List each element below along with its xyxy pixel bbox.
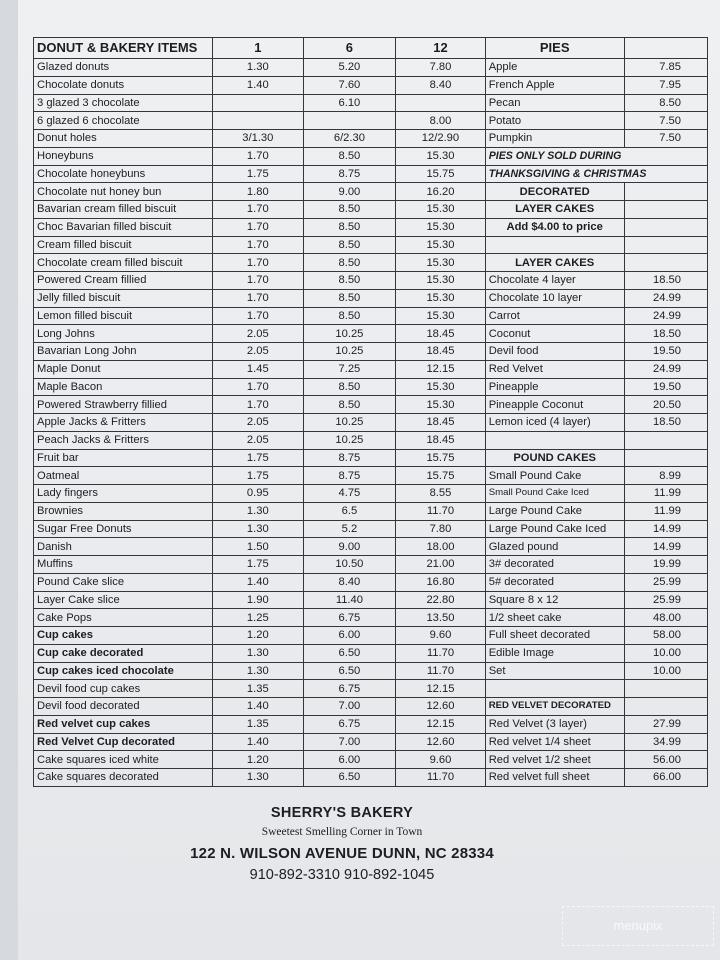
right-item-cell: RED VELVET DECORATED: [485, 698, 624, 716]
price-12-cell: 11.70: [396, 662, 486, 680]
price-12-cell: 15.75: [396, 449, 486, 467]
price-1-cell: 1.70: [213, 307, 304, 325]
item-name-cell: Choc Bavarian filled biscuit: [34, 218, 213, 236]
right-item-cell: Red velvet 1/4 sheet: [485, 733, 624, 751]
item-name-cell: Apple Jacks & Fritters: [34, 414, 213, 432]
price-6-cell: 8.50: [303, 289, 396, 307]
right-item-cell: Add $4.00 to price: [485, 218, 624, 236]
right-price-cell: 14.99: [624, 538, 707, 556]
price-6-cell: 8.50: [303, 236, 396, 254]
item-name-cell: Fruit bar: [34, 449, 213, 467]
qty-1-column-header: 1: [213, 38, 304, 59]
right-price-cell: 8.50: [624, 94, 707, 112]
price-6-cell: 8.50: [303, 201, 396, 219]
item-name-cell: Muffins: [34, 556, 213, 574]
price-6-cell: 6.5: [303, 502, 396, 520]
price-6-cell: 8.75: [303, 467, 396, 485]
right-item-cell: POUND CAKES: [485, 449, 624, 467]
table-row: [34, 485, 708, 503]
price-12-cell: 15.30: [396, 218, 486, 236]
right-item-cell: Pecan: [485, 94, 624, 112]
table-row: [34, 502, 708, 520]
item-name-cell: 6 glazed 6 chocolate: [34, 112, 213, 130]
table-row: [34, 662, 708, 680]
item-name-cell: Powered Cream fillied: [34, 272, 213, 290]
item-name-cell: Lemon filled biscuit: [34, 307, 213, 325]
right-item-cell: Red velvet 1/2 sheet: [485, 751, 624, 769]
right-price-cell: [624, 236, 707, 254]
table-row: [34, 431, 708, 449]
price-1-cell: 3/1.30: [213, 130, 304, 148]
item-name-cell: Red velvet cup cakes: [34, 715, 213, 733]
price-12-cell: 16.80: [396, 573, 486, 591]
right-price-cell: [624, 201, 707, 219]
price-1-cell: 1.70: [213, 218, 304, 236]
bakery-phone-numbers: 910-892-3310 910-892-1045: [249, 867, 435, 883]
item-name-cell: 3 glazed 3 chocolate: [34, 94, 213, 112]
right-price-cell: 19.50: [624, 343, 707, 361]
item-name-cell: Lady fingers: [34, 485, 213, 503]
price-12-cell: 16.20: [396, 183, 486, 201]
item-name-cell: Cream filled biscuit: [34, 236, 213, 254]
price-6-cell: 8.75: [303, 165, 396, 183]
right-item-cell: Chocolate 4 layer: [485, 272, 624, 290]
price-1-cell: 1.40: [213, 698, 304, 716]
price-12-cell: 12.60: [396, 698, 486, 716]
price-1-cell: 1.30: [213, 769, 304, 787]
price-12-cell: 7.80: [396, 59, 486, 77]
price-1-cell: 1.70: [213, 236, 304, 254]
price-1-cell: 1.70: [213, 201, 304, 219]
item-name-cell: Layer Cake slice: [34, 591, 213, 609]
price-6-cell: 10.50: [303, 556, 396, 574]
price-1-cell: 1.45: [213, 360, 304, 378]
table-row: [34, 698, 708, 716]
price-1-cell: 2.05: [213, 414, 304, 432]
right-price-cell: [624, 449, 707, 467]
qty-6-column-header: 6: [303, 38, 396, 59]
item-name-cell: Pound Cake slice: [34, 573, 213, 591]
price-12-cell: 8.55: [396, 485, 486, 503]
table-header-row: [34, 38, 708, 59]
right-price-cell: 18.50: [624, 325, 707, 343]
bakery-tagline: Sweetest Smelling Corner in Town: [261, 826, 423, 838]
price-1-cell: 1.75: [213, 165, 304, 183]
price-1-cell: 1.40: [213, 76, 304, 94]
table-row: [34, 556, 708, 574]
table-row: [34, 715, 708, 733]
right-price-cell: 8.99: [624, 467, 707, 485]
table-row: [34, 112, 708, 130]
price-12-cell: 11.70: [396, 769, 486, 787]
price-6-cell: 10.25: [303, 431, 396, 449]
price-12-cell: 15.30: [396, 378, 486, 396]
right-item-cell: Pineapple Coconut: [485, 396, 624, 414]
price-12-cell: 15.75: [396, 165, 486, 183]
price-6-cell: [303, 112, 396, 130]
right-item-cell: Square 8 x 12: [485, 591, 624, 609]
price-1-cell: 1.35: [213, 715, 304, 733]
right-price-cell: 11.99: [624, 502, 707, 520]
right-item-cell: Potato: [485, 112, 624, 130]
item-name-cell: Powered Strawberry fillied: [34, 396, 213, 414]
right-item-cell: DECORATED: [485, 183, 624, 201]
price-1-cell: 1.40: [213, 573, 304, 591]
price-1-cell: 1.30: [213, 662, 304, 680]
price-6-cell: 11.40: [303, 591, 396, 609]
price-6-cell: 5.2: [303, 520, 396, 538]
right-item-cell: Large Pound Cake Iced: [485, 520, 624, 538]
table-row: [34, 289, 708, 307]
price-6-cell: 8.50: [303, 272, 396, 290]
right-item-cell: Small Pound Cake: [485, 467, 624, 485]
table-row: [34, 165, 708, 183]
price-1-cell: 1.70: [213, 147, 304, 165]
table-row: [34, 130, 708, 148]
table-row: [34, 538, 708, 556]
right-price-cell: 34.99: [624, 733, 707, 751]
right-item-cell: LAYER CAKES: [485, 254, 624, 272]
item-name-cell: Honeybuns: [34, 147, 213, 165]
price-12-cell: 22.80: [396, 591, 486, 609]
price-12-cell: 12/2.90: [396, 130, 486, 148]
right-price-cell: [624, 218, 707, 236]
price-1-cell: 1.20: [213, 751, 304, 769]
item-name-cell: Maple Donut: [34, 360, 213, 378]
item-name-cell: Cup cakes: [34, 627, 213, 645]
price-6-cell: 8.50: [303, 147, 396, 165]
right-item-cell: Large Pound Cake: [485, 502, 624, 520]
price-1-cell: 1.70: [213, 378, 304, 396]
price-1-cell: 1.75: [213, 449, 304, 467]
item-name-cell: Chocolate donuts: [34, 76, 213, 94]
price-6-cell: 7.00: [303, 698, 396, 716]
right-price-cell: [624, 183, 707, 201]
price-12-cell: 21.00: [396, 556, 486, 574]
price-12-cell: 11.70: [396, 502, 486, 520]
item-name-cell: Red Velvet Cup decorated: [34, 733, 213, 751]
right-price-cell: 7.50: [624, 112, 707, 130]
table-row: [34, 751, 708, 769]
right-price-cell: 19.50: [624, 378, 707, 396]
table-row: [34, 360, 708, 378]
right-item-cell: Small Pound Cake Iced: [485, 485, 624, 503]
menu-sheet: [18, 0, 720, 960]
menupix-watermark: menupix: [562, 906, 714, 946]
item-name-cell: Glazed donuts: [34, 59, 213, 77]
table-row: [34, 396, 708, 414]
item-name-cell: Sugar Free Donuts: [34, 520, 213, 538]
item-name-cell: Chocolate nut honey bun: [34, 183, 213, 201]
price-6-cell: 8.50: [303, 307, 396, 325]
price-12-cell: 18.45: [396, 325, 486, 343]
table-row: [34, 414, 708, 432]
price-1-cell: 1.30: [213, 59, 304, 77]
price-12-cell: 18.45: [396, 431, 486, 449]
price-1-cell: 1.70: [213, 396, 304, 414]
item-name-cell: Bavarian Long John: [34, 343, 213, 361]
table-row: [34, 325, 708, 343]
right-price-cell: 56.00: [624, 751, 707, 769]
right-price-cell: 18.50: [624, 414, 707, 432]
table-row: [34, 573, 708, 591]
bakery-address: 122 N. WILSON AVENUE DUNN, NC 28334: [190, 845, 494, 862]
price-12-cell: 13.50: [396, 609, 486, 627]
right-price-cell: 24.99: [624, 360, 707, 378]
right-item-cell: Set: [485, 662, 624, 680]
pies-price-column-header: [624, 38, 707, 59]
price-6-cell: 8.50: [303, 254, 396, 272]
price-1-cell: [213, 112, 304, 130]
price-12-cell: 15.30: [396, 396, 486, 414]
bakery-name: SHERRY'S BAKERY: [270, 805, 414, 821]
right-price-cell: 25.99: [624, 573, 707, 591]
table-row: [34, 201, 708, 219]
item-name-cell: Devil food cup cakes: [34, 680, 213, 698]
price-1-cell: 1.90: [213, 591, 304, 609]
price-12-cell: [396, 94, 486, 112]
price-6-cell: 6.50: [303, 769, 396, 787]
right-item-cell: Pineapple: [485, 378, 624, 396]
price-table: [33, 37, 708, 787]
price-12-cell: 15.30: [396, 147, 486, 165]
price-6-cell: 5.20: [303, 59, 396, 77]
right-item-cell: Red Velvet (3 layer): [485, 715, 624, 733]
price-6-cell: 10.25: [303, 343, 396, 361]
price-1-cell: 1.40: [213, 733, 304, 751]
price-6-cell: 7.25: [303, 360, 396, 378]
price-12-cell: 18.00: [396, 538, 486, 556]
right-price-cell: [624, 254, 707, 272]
table-row: [34, 627, 708, 645]
item-name-cell: Oatmeal: [34, 467, 213, 485]
right-item-cell: Carrot: [485, 307, 624, 325]
right-item-cell: LAYER CAKES: [485, 201, 624, 219]
price-12-cell: 15.30: [396, 236, 486, 254]
table-row: [34, 520, 708, 538]
right-item-cell: Chocolate 10 layer: [485, 289, 624, 307]
right-item-cell: Glazed pound: [485, 538, 624, 556]
right-item-cell: Coconut: [485, 325, 624, 343]
table-row: [34, 733, 708, 751]
right-price-cell: 7.50: [624, 130, 707, 148]
right-item-cell: Full sheet decorated: [485, 627, 624, 645]
price-12-cell: 15.30: [396, 307, 486, 325]
table-row: [34, 449, 708, 467]
item-name-cell: Cake squares iced white: [34, 751, 213, 769]
table-row: [34, 644, 708, 662]
price-6-cell: 6/2.30: [303, 130, 396, 148]
right-item-cell: Red velvet full sheet: [485, 769, 624, 787]
right-price-cell: 14.99: [624, 520, 707, 538]
table-row: [34, 343, 708, 361]
price-12-cell: 12.15: [396, 715, 486, 733]
right-price-cell: 18.50: [624, 272, 707, 290]
table-row: [34, 591, 708, 609]
price-12-cell: 9.60: [396, 751, 486, 769]
price-6-cell: 9.00: [303, 183, 396, 201]
item-name-cell: Peach Jacks & Fritters: [34, 431, 213, 449]
price-12-cell: 18.45: [396, 414, 486, 432]
price-1-cell: 1.30: [213, 502, 304, 520]
price-1-cell: 1.50: [213, 538, 304, 556]
right-item-cell: Edible Image: [485, 644, 624, 662]
right-price-cell: 7.85: [624, 59, 707, 77]
price-1-cell: 1.25: [213, 609, 304, 627]
price-1-cell: 0.95: [213, 485, 304, 503]
price-6-cell: 8.50: [303, 378, 396, 396]
price-1-cell: 1.80: [213, 183, 304, 201]
right-price-cell: 19.99: [624, 556, 707, 574]
right-item-cell: PIES ONLY SOLD DURING: [485, 147, 707, 165]
item-name-cell: Devil food decorated: [34, 698, 213, 716]
right-item-cell: French Apple: [485, 76, 624, 94]
item-name-cell: Brownies: [34, 502, 213, 520]
price-1-cell: 2.05: [213, 343, 304, 361]
right-item-cell: 1/2 sheet cake: [485, 609, 624, 627]
price-1-cell: 1.30: [213, 520, 304, 538]
price-6-cell: 8.40: [303, 573, 396, 591]
price-12-cell: 18.45: [396, 343, 486, 361]
right-price-cell: 66.00: [624, 769, 707, 787]
right-price-cell: 48.00: [624, 609, 707, 627]
pies-column-header: PIES: [485, 38, 624, 59]
right-item-cell: Devil food: [485, 343, 624, 361]
item-name-cell: Chocolate honeybuns: [34, 165, 213, 183]
price-1-cell: 1.70: [213, 254, 304, 272]
price-6-cell: 8.75: [303, 449, 396, 467]
right-item-cell: [485, 680, 624, 698]
right-price-cell: [624, 431, 707, 449]
right-price-cell: [624, 698, 707, 716]
right-item-cell: Red Velvet: [485, 360, 624, 378]
price-12-cell: 12.15: [396, 680, 486, 698]
right-item-cell: THANKSGIVING & CHRISTMAS: [485, 165, 707, 183]
right-item-cell: Lemon iced (4 layer): [485, 414, 624, 432]
item-name-cell: Cup cake decorated: [34, 644, 213, 662]
table-row: [34, 94, 708, 112]
price-1-cell: 1.75: [213, 467, 304, 485]
right-item-cell: 3# decorated: [485, 556, 624, 574]
table-row: [34, 307, 708, 325]
price-6-cell: 6.00: [303, 627, 396, 645]
price-6-cell: 8.50: [303, 396, 396, 414]
price-6-cell: 6.50: [303, 644, 396, 662]
price-12-cell: 11.70: [396, 644, 486, 662]
price-6-cell: 4.75: [303, 485, 396, 503]
price-1-cell: 1.75: [213, 556, 304, 574]
right-item-cell: 5# decorated: [485, 573, 624, 591]
right-price-cell: 24.99: [624, 289, 707, 307]
price-12-cell: 15.30: [396, 201, 486, 219]
right-item-cell: Apple: [485, 59, 624, 77]
price-1-cell: 1.30: [213, 644, 304, 662]
price-6-cell: 6.50: [303, 662, 396, 680]
table-row: [34, 76, 708, 94]
table-row: [34, 218, 708, 236]
price-6-cell: 10.25: [303, 325, 396, 343]
item-name-cell: Chocolate cream filled biscuit: [34, 254, 213, 272]
price-1-cell: 2.05: [213, 325, 304, 343]
qty-12-column-header: 12: [396, 38, 486, 59]
price-6-cell: 7.60: [303, 76, 396, 94]
price-6-cell: 8.50: [303, 218, 396, 236]
right-item-cell: Pumpkin: [485, 130, 624, 148]
right-price-cell: 25.99: [624, 591, 707, 609]
price-12-cell: 7.80: [396, 520, 486, 538]
price-6-cell: 6.75: [303, 680, 396, 698]
price-12-cell: 15.30: [396, 254, 486, 272]
table-row: [34, 680, 708, 698]
table-row: [34, 769, 708, 787]
price-1-cell: 2.05: [213, 431, 304, 449]
right-item-cell: [485, 431, 624, 449]
right-price-cell: [624, 680, 707, 698]
right-price-cell: 10.00: [624, 662, 707, 680]
item-name-cell: Bavarian cream filled biscuit: [34, 201, 213, 219]
item-name-cell: Jelly filled biscuit: [34, 289, 213, 307]
price-6-cell: 6.10: [303, 94, 396, 112]
price-1-cell: [213, 94, 304, 112]
table-row: [34, 236, 708, 254]
price-6-cell: 7.00: [303, 733, 396, 751]
price-12-cell: 12.60: [396, 733, 486, 751]
right-price-cell: 10.00: [624, 644, 707, 662]
right-price-cell: 11.99: [624, 485, 707, 503]
right-price-cell: 7.95: [624, 76, 707, 94]
table-row: [34, 254, 708, 272]
table-row: [34, 467, 708, 485]
price-12-cell: 15.75: [396, 467, 486, 485]
price-6-cell: 10.25: [303, 414, 396, 432]
item-name-cell: Danish: [34, 538, 213, 556]
items-column-header: DONUT & BAKERY ITEMS: [34, 38, 213, 59]
price-12-cell: 8.00: [396, 112, 486, 130]
price-1-cell: 1.35: [213, 680, 304, 698]
table-row: [34, 183, 708, 201]
right-item-cell: [485, 236, 624, 254]
item-name-cell: Cup cakes iced chocolate: [34, 662, 213, 680]
right-price-cell: 24.99: [624, 307, 707, 325]
price-12-cell: 8.40: [396, 76, 486, 94]
price-1-cell: 1.70: [213, 272, 304, 290]
price-12-cell: 12.15: [396, 360, 486, 378]
price-12-cell: 15.30: [396, 289, 486, 307]
right-price-cell: 27.99: [624, 715, 707, 733]
right-price-cell: 58.00: [624, 627, 707, 645]
table-row: [34, 147, 708, 165]
price-6-cell: 9.00: [303, 538, 396, 556]
item-name-cell: Long Johns: [34, 325, 213, 343]
price-6-cell: 6.75: [303, 609, 396, 627]
price-6-cell: 6.00: [303, 751, 396, 769]
table-row: [34, 272, 708, 290]
table-row: [34, 378, 708, 396]
price-12-cell: 9.60: [396, 627, 486, 645]
right-price-cell: 20.50: [624, 396, 707, 414]
item-name-cell: Cake Pops: [34, 609, 213, 627]
price-1-cell: 1.20: [213, 627, 304, 645]
price-12-cell: 15.30: [396, 272, 486, 290]
table-row: [34, 609, 708, 627]
price-1-cell: 1.70: [213, 289, 304, 307]
item-name-cell: Maple Bacon: [34, 378, 213, 396]
item-name-cell: Donut holes: [34, 130, 213, 148]
item-name-cell: Cake squares decorated: [34, 769, 213, 787]
price-6-cell: 6.75: [303, 715, 396, 733]
table-row: [34, 59, 708, 77]
